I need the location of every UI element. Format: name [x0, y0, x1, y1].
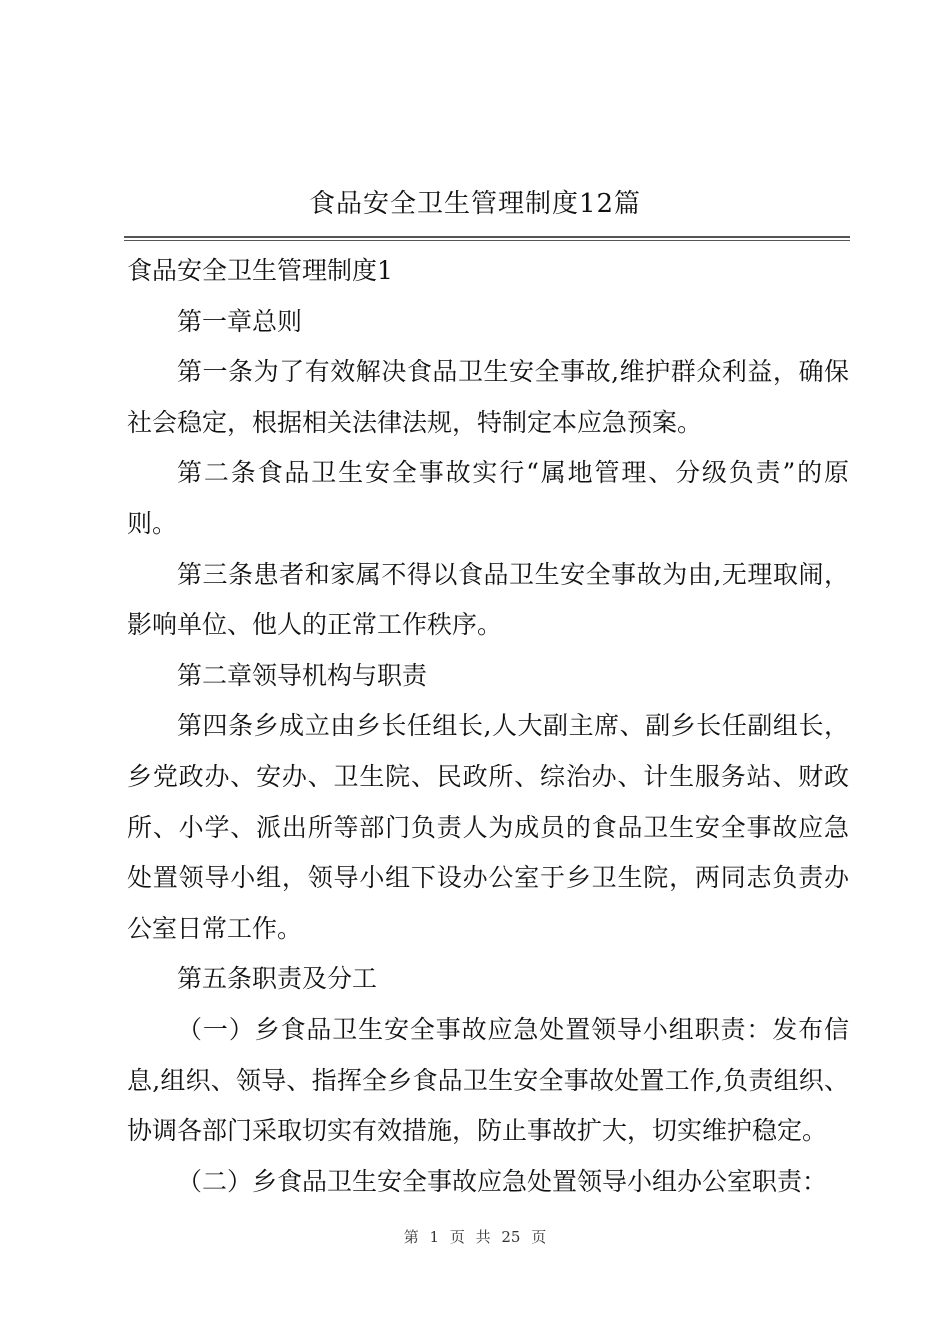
- chapter-heading: 第二章领导机构与职责: [177, 660, 428, 690]
- document-body: [127, 246, 849, 1207]
- article-paragraph: 第二条食品卫生安全事故实行“属地管理、分级负责”的原则。: [127, 458, 849, 538]
- title-divider-thin: [124, 240, 850, 241]
- chapter-heading: 第一章总则: [177, 306, 303, 336]
- document-title: 食品安全卫生管理制度12篇: [308, 189, 642, 219]
- article-paragraph: 第四条乡成立由乡长任组长,人大副主席、副乡长任副组长，乡党政办、安办、卫生院、民政所、综治办、计生服务站、财政所、小学、派出所等部门负责人为成员的食品卫生安全事故应急处置领导小组，领导小组下设办公室于乡卫生院，两同志负责办公室日常工作。: [127, 711, 849, 943]
- page-number-footer: 第 1 页 共 25 页: [403, 1228, 547, 1246]
- article-paragraph: 第一条为了有效解决食品卫生安全事故,维护群众利益，确保社会稳定，根据相关法律法规，特制定本应急预案。: [127, 357, 849, 437]
- article-paragraph: 第五条职责及分工: [177, 964, 378, 994]
- article-paragraph: （一）乡食品卫生安全事故应急处置领导小组职责：发布信息,组织、领导、指挥全乡食品卫生安全事故处置工作,负责组织、协调各部门采取切实有效措施，防止事故扩大，切实维护稳定。: [127, 1014, 849, 1146]
- title-divider: [124, 236, 850, 238]
- article-paragraph: （二）乡食品卫生安全事故应急处置领导小组办公室职责：: [177, 1166, 828, 1196]
- article-paragraph: 第三条患者和家属不得以食品卫生安全事故为由,无理取闹，影响单位、他人的正常工作秩序。: [127, 559, 849, 640]
- section-heading: 食品安全卫生管理制度1: [127, 256, 393, 285]
